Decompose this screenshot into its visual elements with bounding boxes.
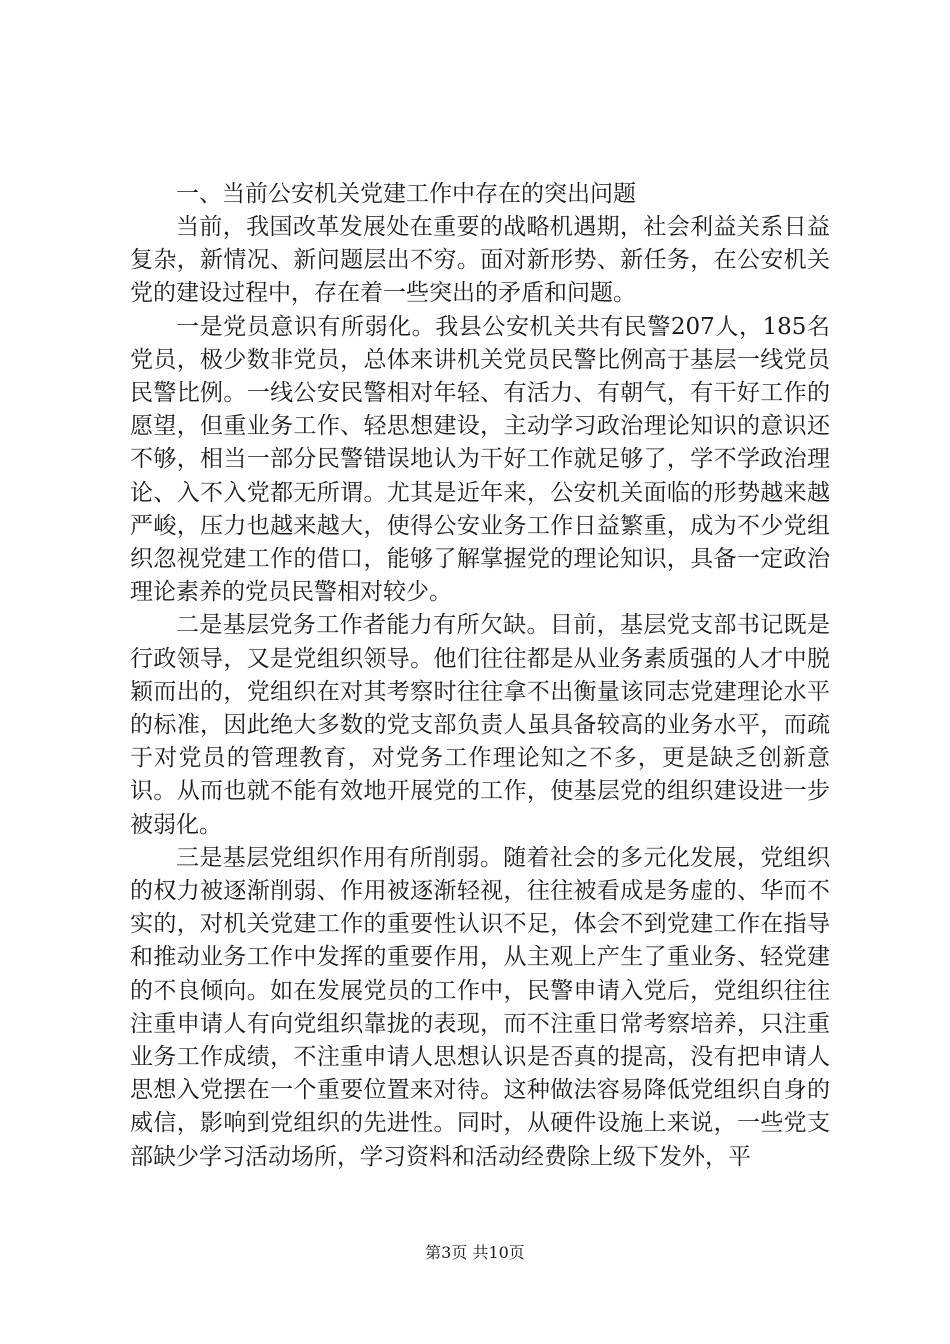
paragraph-point-two: 二是基层党务工作者能力有所欠缺。目前，基层党支部书记既是行政领导，又是党组织领导。他们往往都是从业务素质强的人才中脱颖而出的，党组织在对其考察时往往拿不出衡量该同志党建理论水平的标准，因此绝大多数的党支部负责人虽具备较高的业务水平，而疏于对党员的管理教育，对党务工作理论知之不多，更是缺乏创新意识。从而也就不能有效地开展党的工作，使基层党的组织建设进一步被弱化。 [130,612,830,838]
document-body [130,178,830,1174]
paragraph-intro: 当前，我国改革发展处在重要的战略机遇期，社会利益关系日益复杂，新情况、新问题层出不穷。面对新形势、新任务，在公安机关党的建设过程中，存在着一些突出的矛盾和问题。 [130,214,830,307]
section-heading: 一、当前公安机关党建工作中存在的突出问题 [176,181,636,207]
paragraph-point-one: 一是党员意识有所弱化。我县公安机关共有民警207人，185名党员，极少数非党员，总体来讲机关党员民警比例高于基层一线党员民警比例。一线公安民警相对年轻、有活力、有朝气，有干好工作的愿望，但重业务工作、轻思想建设，主动学习政治理论知识的意识还不够，相当一部分民警错误地认为干好工作就足够了，学不学政治理论、入不入党都无所谓。尤其是近年来，公安机关面临的形势越来越严峻，压力也越来越大，使得公安业务工作日益繁重，成为不少党组织忽视党建工作的借口，能够了解掌握党的理论知识，具备一定政治理论素养的党员民警相对较少。 [130,313,830,606]
paragraph-point-three: 三是基层党组织作用有所削弱。随着社会的多元化发展，党组织的权力被逐渐削弱、作用被逐渐轻视，往往被看成是务虚的、华而不实的，对机关党建工作的重要性认识不足，体会不到党建工作在指导和推动业务工作中发挥的重要作用，从主观上产生了重业务、轻党建的不良倾向。如在发展党员的工作中，民警申请入党后，党组织往往注重申请人有向党组织靠拢的表现，而不注重日常考察培养，只注重业务工作成绩，不注重申请人思想认识是否真的提高，没有把申请人思想入党摆在一个重要位置来对待。这种做法容易降低党组织自身的威信，影响到党组织的先进性。同时，从硬件设施上来说，一些党支部缺少学习活动场所，学习资料和活动经费除上级下发外，平 [130,844,830,1170]
page-number-footer: 第3页 共10页 [425,1243,525,1262]
